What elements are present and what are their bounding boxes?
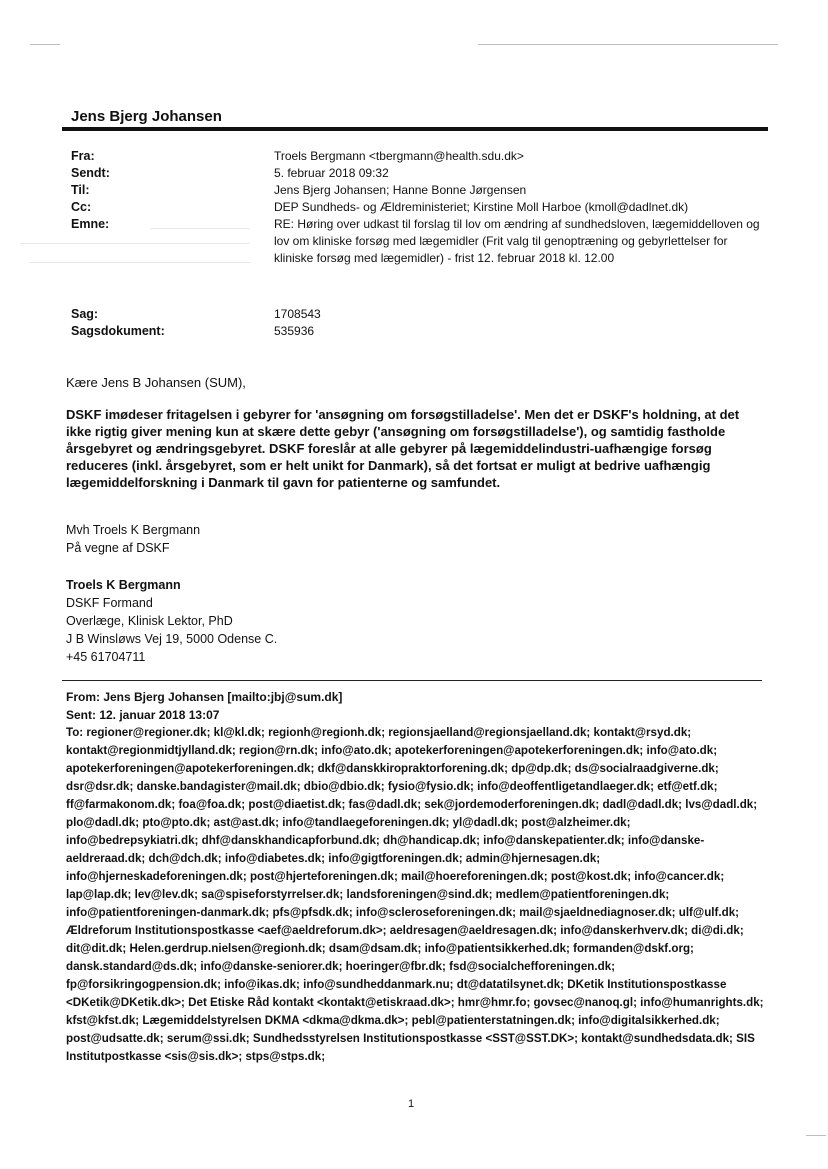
signature-phone: +45 61704711: [66, 650, 146, 664]
scan-artifact-line: [30, 44, 60, 45]
scan-artifact-line: [806, 1135, 826, 1136]
greeting: Kære Jens B Johansen (SUM),: [66, 375, 246, 390]
sent-value: 5. februar 2018 09:32: [274, 166, 389, 180]
page-number: 1: [408, 1098, 415, 1110]
from-value: Troels Bergmann <tbergmann@health.sdu.dk>: [274, 149, 524, 163]
to-value: Jens Bjerg Johansen; Hanne Bonne Jørgensen: [274, 183, 527, 197]
signature-address: J B Winsløws Vej 19, 5000 Odense C.: [66, 632, 278, 646]
case-document-value: 535936: [274, 324, 315, 338]
scan-artifact-line: [478, 44, 778, 45]
subject-value: RE: Høring over udkast til forslag til lov om ændring af sundhedsloven, lægemiddelloven og lov om kliniske forsøg med lægemidler (Frit valg til genoptræning og gebyrlettelser for kliniske forsøg med lægemidler) - frist 12. februar 2018 kl. 12.00: [274, 217, 760, 265]
signature-title: Overlæge, Klinisk Lektor, PhD: [66, 614, 233, 628]
case-value: 1708543: [274, 307, 321, 321]
scan-smudge: [20, 243, 250, 244]
closing-regards: Mvh Troels K Bergmann: [66, 523, 201, 537]
message-paragraph: DSKF imødeser fritagelsen i gebyrer for 'ansøgning om forsøgstilladelse'. Men det er DSKF's holdning, at det ikke rigtig giver mening kun at skære dette gebyr ('ansøgning om forsøgstilladelse'), og samtidig fastholde årsgebyret og ændringsgebyret. DSKF foreslår at alle gebyrer på lægemiddelindustri-uafhængige forsøg reduceres (inkl. årsgebyret, som er helt unikt for Danmark), så det fortsat er muligt at bedrive uafhængig lægemiddelforskning i Danmark til gavn for patienterne og samfundet.: [66, 407, 740, 490]
scan-smudge: [150, 228, 250, 229]
closing-on-behalf: På vegne af DSKF: [66, 541, 170, 555]
signature-name: Troels K Bergmann: [66, 578, 181, 592]
cc-value: DEP Sundheds- og Ældreministeriet; Kirstine Moll Harboe (kmoll@dadlnet.dk): [274, 200, 689, 214]
sender-name: Jens Bjerg Johansen: [71, 108, 222, 125]
from-label: Fra:: [71, 149, 95, 163]
header-divider: [62, 127, 768, 131]
forward-from: From: Jens Bjerg Johansen [mailto:jbj@sum.dk]: [66, 690, 343, 704]
to-label: Til:: [71, 183, 90, 197]
sent-label: Sendt:: [71, 166, 110, 180]
forward-divider: [62, 680, 762, 681]
case-label: Sag:: [71, 307, 99, 321]
subject-label: Emne:: [71, 217, 110, 231]
scan-smudge: [30, 262, 250, 263]
forward-to-recipients: To: regioner@regioner.dk; kl@kl.dk; regionh@regionh.dk; regionsjaelland@regionsjaelland.dk; kontakt@rsyd.dk; kontakt@regionmidtjylland.dk; region@rn.dk; info@ato.dk; apotekerforeningen@apotekerforeningen.dk; info@ato.dk; apotekerforeningen@apotekerforeningen.dk; dkf@danskkiropraktorforening.dk; dp@dp.dk; ds@socialraadgiverne.dk; dsr@dsr.dk; danske.bandagister@mail.dk; dbio@dbio.dk; fysio@fysio.dk; info@deoffentligetandlaeger.dk; etf@etf.dk; ff@farmakonom.dk; foa@foa.dk; post@diaetist.dk; fas@dadl.dk; sek@jordemoderforeningen.dk; dadl@dadl.dk; lvs@dadl.dk; plo@dadl.dk; pto@pto.dk; ast@ast.dk; info@tandlaegeforeningen.dk; yl@dadl.dk; post@alzheimer.dk; info@bedrepsykiatri.dk; dhf@danskhandicapforbund.dk; dh@handicap.dk; info@danskepatienter.dk; info@danske-aeldreraad.dk; dch@dch.dk; info@diabetes.dk; info@gigtforeningen.dk; admin@hjernesagen.dk; info@hjerneskadeforeningen.dk; post@hjerteforeningen.dk; mail@hoereforeningen.dk; post@kost.dk; info@cancer.dk; lap@lap.dk; lev@lev.dk; sa@spiseforstyrrelser.dk; landsforeningen@sind.dk; medlem@patientforeningen.dk; info@patientforeningen-danmark.dk; pfs@pfsdk.dk; info@scleroseforeningen.dk; mail@sjaeldnediagnoser.dk; ulf@ulf.dk; Ældreforum Institutionspostkasse <aef@aeldreforum.dk>; aeldresagen@aeldresagen.dk; info@danskerhverv.dk; di@di.dk; dit@dit.dk; Helen.gerdrup.nielsen@regionh.dk; dsam@dsam.dk; info@patientsikkerhed.dk; formanden@dskf.org; dansk.standard@ds.dk; info@danske-seniorer.dk; hoeringer@fbr.dk; fsd@socialchefforeningen.dk; fp@forsikringogpension.dk; info@ikas.dk; info@sundheddanmark.nu; dt@datatilsynet.dk; DKetik Institutionspostkasse <DKetik@DKetik.dk>; Det Etiske Råd kontakt <kontakt@etiskraad.dk>; hmr@hmr.fo; govsec@nanoq.gl; info@humanrights.dk; kfst@kfst.dk; Lægemiddelstyrelsen DKMA <dkma@dkma.dk>; pebl@patienterstatningen.dk; info@digitalsikkerhed.dk; post@udsatte.dk; serum@ssi.dk; Sundhedsstyrelsen Institutionspostkasse <SST@SST.DK>; kontakt@sundhedsdata.dk; SIS Institutpostkasse <sis@sis.dk>; stps@stps.dk;: [66, 726, 764, 1063]
case-document-label: Sagsdokument:: [71, 324, 165, 338]
forward-sent: Sent: 12. januar 2018 13:07: [66, 708, 220, 722]
cc-label: Cc:: [71, 200, 92, 214]
signature-role: DSKF Formand: [66, 596, 153, 610]
